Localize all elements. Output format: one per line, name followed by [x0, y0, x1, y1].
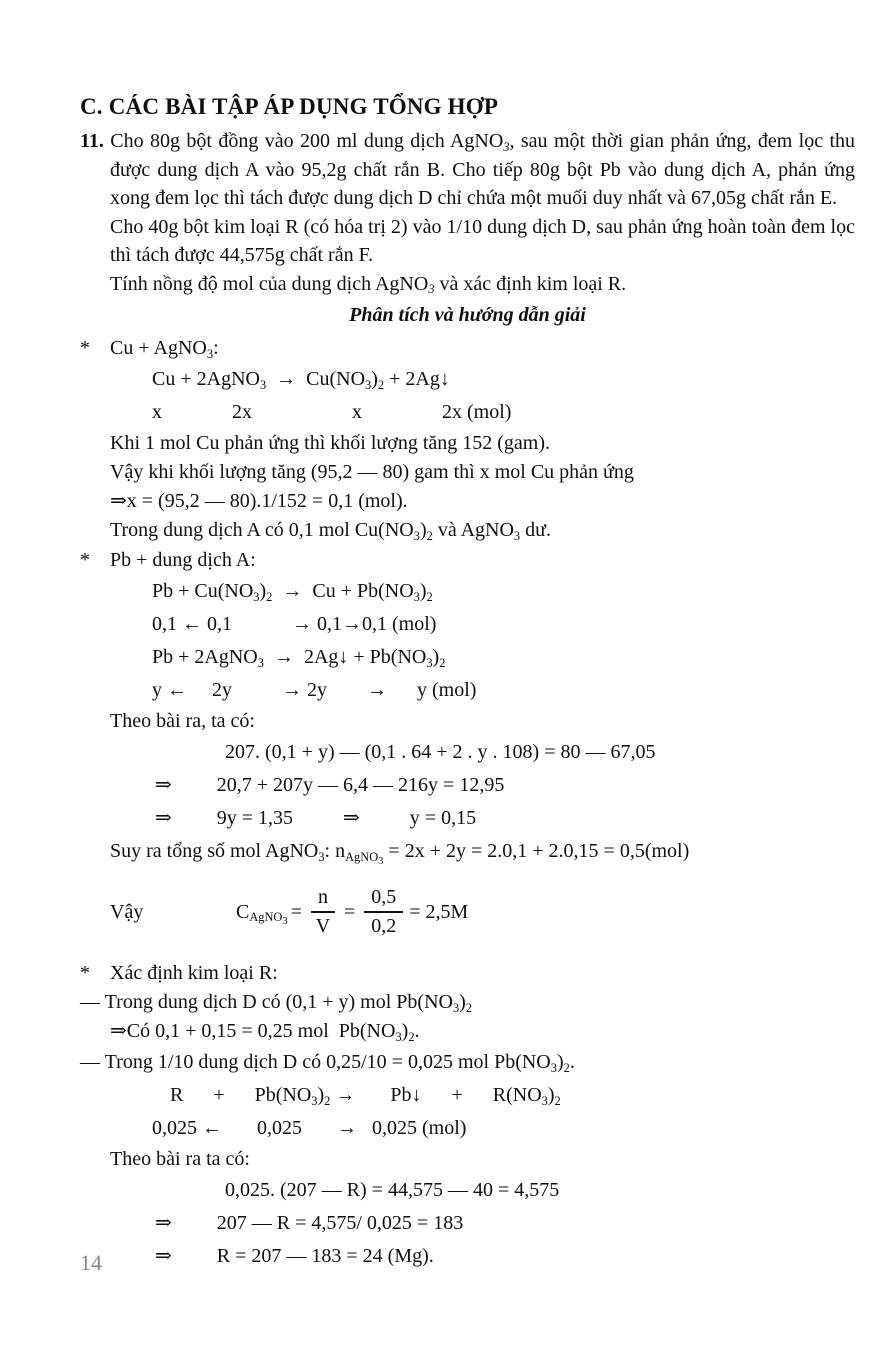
text-vay-khi-khoi-luong: Vậy khi khối lượng tăng (95,2 — 80) gam thì x mol Cu phản ứng	[110, 461, 634, 483]
text-suy-ra-tong-so-mol: Suy ra tổng số mol AgNO$_3$: $n_{AgNO_3} = 2x + 2y = 2.0,1 + 2.0,15 = 0,5(mol)$	[110, 840, 690, 867]
bullet-xac-dinh-kim-loai-r	[80, 958, 855, 988]
asterisk-bullet: *	[80, 962, 90, 984]
text-theo-bai-ra-2: Theo bài ra ta có:	[110, 1148, 250, 1170]
asterisk-bullet: *	[80, 549, 90, 571]
equation-9y-result: ⇒ 9y = 1,35 ⇒ y = 0,15	[155, 807, 477, 829]
mol-line-01-01: 0,1 ← 0,1 → 0,1→0,1 (mol)	[152, 613, 437, 635]
equation-pb-cuno3: $Pb + Cu(NO_3)_2 \to Cu + Pb(NO_3)_2$	[152, 580, 433, 604]
problem-paragraph-3: Tính nồng độ mol của dung dịch AgNO$_3$ và xác định kim loại R.	[110, 272, 627, 297]
mol-line-0025: 0,025 ← 0,025 → 0,025 (mol)	[152, 1117, 467, 1139]
section-heading: C. CÁC BÀI TẬP ÁP DỤNG TỔNG HỢP	[80, 94, 499, 119]
equation-r-pbno3: R + $Pb(NO_3)_2$ → Pb↓ + $R(NO_3)_2$	[170, 1084, 561, 1108]
fraction-denominator-02: 0,2	[371, 915, 397, 937]
c-agno3-symbol: $C_{AgNO_3}$	[236, 900, 288, 928]
equation-207y-simplified: ⇒ 20,7 + 207y — 6,4 — 216y = 12,95	[155, 774, 505, 796]
solution-body	[80, 333, 855, 1273]
fraction-numerator-n: n	[311, 886, 335, 913]
equals-sign-1: =	[290, 900, 302, 923]
molarity-result: = 2,5M	[409, 900, 469, 923]
equation-cu-2agno3: Cu + 2AgNO$_3$ → $Cu(NO_3)_2$ + 2Ag↓	[152, 368, 450, 392]
molarity-formula	[110, 874, 855, 950]
bullet-xac-dinh-text: Xác định kim loại R:	[110, 962, 278, 984]
problem-statement	[80, 127, 855, 298]
dash-trong-1-10-dung-dich-d: — Trong 1/10 dung dịch D có 0,25/10 = 0,025 mol $Pb(NO_3)_2$.	[80, 1051, 575, 1075]
equation-0025-207-r: 0,025. (207 — R) = 44,575 — 40 = 4,575	[225, 1179, 560, 1201]
text-x-equals-01: ⇒x = (95,2 — 80).1/152 = 0,1 (mol).	[110, 490, 408, 512]
mol-line-y-2y: y ← 2y → 2y → y (mol)	[152, 679, 477, 701]
bullet-pb-text: Pb + dung dịch A:	[110, 549, 256, 571]
fraction-n-over-v	[311, 886, 335, 938]
problem-number: 11.	[80, 130, 104, 152]
bullet-cu-agno3-text: Cu + AgNO$_3$:	[110, 337, 219, 361]
equation-r-result-mg: ⇒ R = 207 — 183 = 24 (Mg).	[155, 1245, 434, 1267]
vay-label: Vậy	[110, 900, 144, 923]
mol-line-x-2x: x 2x x 2x (mol)	[152, 401, 512, 423]
text-trong-dung-dich-a: Trong dung dịch A có 0,1 mol $Cu(NO_3)_2$ và AgNO$_3$ dư.	[110, 519, 551, 543]
text-theo-bai-ra-1: Theo bài ra, ta có:	[110, 710, 255, 732]
equation-pb-2agno3: Pb + 2AgNO$_3$ → 2Ag↓ + $Pb(NO_3)_2$	[152, 646, 446, 670]
asterisk-bullet: *	[80, 337, 90, 359]
fraction-denominator-v: V	[315, 915, 331, 937]
fraction-numerator-05: 0,5	[364, 886, 403, 913]
dash-trong-dung-dich-d: — Trong dung dịch D có (0,1 + y) mol $Pb(NO_3)_2$	[80, 991, 473, 1015]
fraction-05-over-02	[364, 886, 403, 938]
equation-207-mass-balance: 207. (0,1 + y) — (0,1 . 64 + 2 . y . 108) = 80 — 67,05	[225, 741, 656, 763]
solution-heading: Phân tích và hướng dẫn giải	[349, 304, 586, 326]
problem-paragraph-1	[80, 127, 856, 213]
problem-paragraph-2: Cho 40g bột kim loại R (có hóa trị 2) vào 1/10 dung dịch D, sau phản ứng hoàn toàn đem lọc thì tách được 44,575g chất rắn F.	[110, 215, 855, 266]
text-co-025-mol: ⇒Có 0,1 + 0,15 = 0,25 mol $Pb(NO_3)_2$.	[110, 1020, 420, 1044]
equation-207-minus-r: ⇒ 207 — R = 4,575/ 0,025 = 183	[155, 1212, 464, 1234]
problem-text-1: Cho 80g bột đồng vào 200 ml dung dịch AgNO$_3$, sau một thời gian phản ứng, đem lọc thu được dung dịch A vào 95,2g chất rắn B. Cho tiếp 80g bột Pb vào dung dịch A, phản ứng xong đem lọc thì tách được dung dịch D chỉ chứa một muối duy nhất và 67,05g chất rắn E.	[110, 130, 856, 209]
bullet-pb-dung-dich-a	[80, 545, 855, 575]
bullet-cu-agno3	[80, 333, 855, 363]
equals-sign-2: =	[343, 900, 356, 923]
text-khi-1-mol: Khi 1 mol Cu phản ứng thì khối lượng tăng 152 (gam).	[110, 432, 550, 454]
page-number: 14	[80, 1250, 102, 1275]
